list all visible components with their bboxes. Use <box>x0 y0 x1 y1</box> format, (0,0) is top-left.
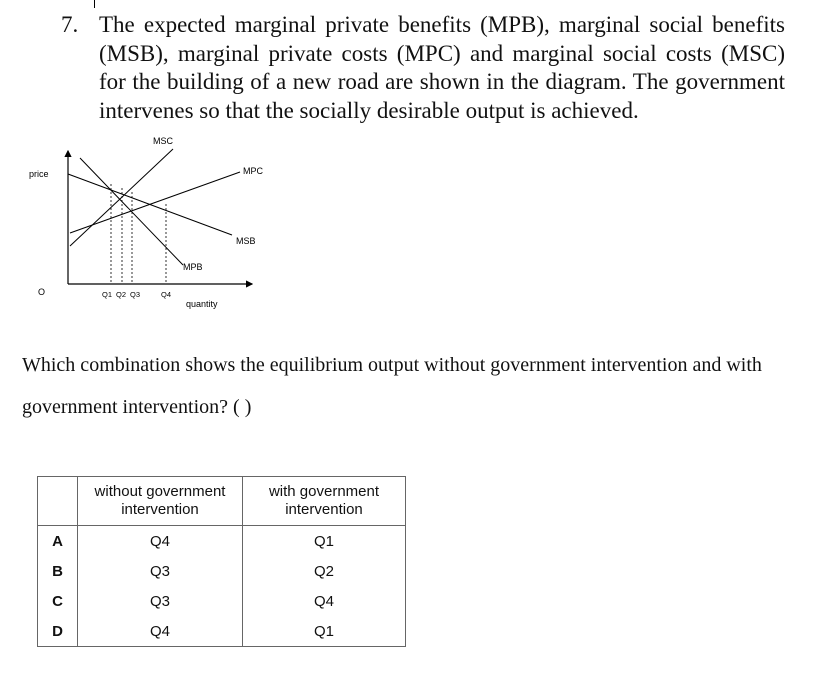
table-row[interactable] <box>38 526 406 557</box>
question-number: 7. <box>61 12 79 37</box>
q3-label: Q3 <box>130 290 141 299</box>
prompt-line-2: government intervention? ( ) <box>22 396 252 418</box>
q1-label: Q1 <box>102 290 113 299</box>
with-value: Q1 <box>243 526 406 557</box>
table-row[interactable] <box>38 616 406 647</box>
msc-label: MSC <box>153 136 173 146</box>
q4-label: Q4 <box>161 290 172 299</box>
option-label: B <box>38 556 78 586</box>
mpb-label: MPB <box>183 262 203 272</box>
mpc-curve <box>70 172 240 233</box>
with-value: Q1 <box>243 616 406 647</box>
option-label: C <box>38 586 78 616</box>
table-header-row <box>38 477 406 526</box>
q2-label: Q2 <box>116 290 127 299</box>
text-cursor <box>94 0 95 8</box>
origin-label: O <box>38 287 46 297</box>
answer-table <box>37 476 406 647</box>
without-value: Q3 <box>78 586 243 616</box>
without-value: Q4 <box>78 616 243 647</box>
option-label: A <box>38 526 78 557</box>
table-row[interactable] <box>38 556 406 586</box>
option-label: D <box>38 616 78 647</box>
header-blank <box>38 477 78 526</box>
economics-diagram <box>0 130 320 330</box>
header-without: without government intervention <box>78 477 243 526</box>
prompt-line-1: Which combination shows the equilibrium output without government intervention and with <box>22 354 762 376</box>
without-value: Q3 <box>78 556 243 586</box>
with-value: Q2 <box>243 556 406 586</box>
table-row[interactable] <box>38 586 406 616</box>
question-text: The expected marginal private benefits (MPB), marginal social benefits (MSB), marginal private costs (MPC) and marginal social costs (MSC) for the building of a new road are shown in the diagram. The government intervenes so that the socially desirable output is achieved. <box>99 12 785 123</box>
msb-label: MSB <box>236 236 256 246</box>
with-value: Q4 <box>243 586 406 616</box>
x-axis-label: quantity <box>186 299 218 309</box>
without-value: Q4 <box>78 526 243 557</box>
header-with: with government intervention <box>243 477 406 526</box>
mpc-label: MPC <box>243 166 263 176</box>
y-axis-label: price <box>29 169 49 179</box>
